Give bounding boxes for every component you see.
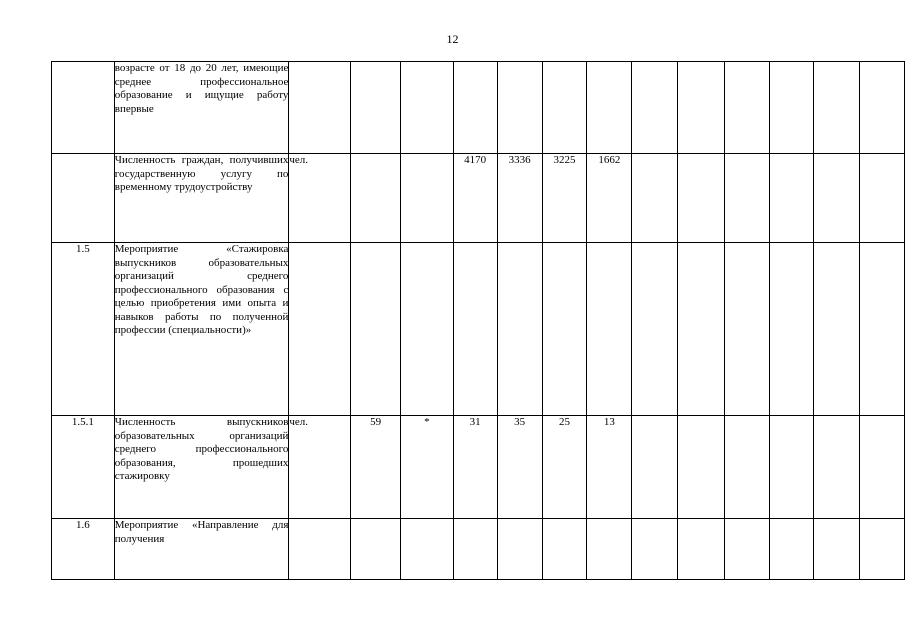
value-cell [814,416,860,519]
value-cell [351,154,401,243]
value-cell [351,62,401,154]
indicator-name-cell [114,416,289,519]
indicator-name-cell [114,243,289,416]
value-cell [497,243,542,416]
table-row [52,62,905,154]
value-cell [678,519,725,580]
value-cell [678,154,725,243]
table-row [52,154,905,243]
value-cell: 31 [453,416,497,519]
value-cell [497,519,542,580]
value-cell: * [400,416,453,519]
value-cell: 3225 [542,154,587,243]
value-cell [400,519,453,580]
row-number-cell [52,154,115,243]
value-cell [724,62,769,154]
value-cell [769,243,814,416]
row-number-cell: 1.5.1 [52,416,115,519]
value-cell [769,519,814,580]
value-cell: 1662 [587,154,632,243]
value-cell [678,243,725,416]
value-cell [400,62,453,154]
value-cell [678,62,725,154]
value-cell: 59 [351,416,401,519]
value-cell [678,416,725,519]
table-row [52,416,905,519]
value-cell: 13 [587,416,632,519]
value-cell: 25 [542,416,587,519]
value-cell: 3336 [497,154,542,243]
value-cell [632,154,678,243]
value-cell [632,519,678,580]
indicator-name-cell [114,154,289,243]
value-cell [724,243,769,416]
value-cell [587,519,632,580]
value-cell [453,519,497,580]
value-cell [814,243,860,416]
value-cell [400,243,453,416]
value-cell [632,243,678,416]
unit-cell: чел. [289,154,351,243]
value-cell [453,243,497,416]
value-cell [400,154,453,243]
row-number-cell [52,62,115,154]
value-cell [724,154,769,243]
unit-cell [289,243,351,416]
value-cell [542,519,587,580]
indicator-name: Мероприятие «Стажировка выпускников образовательных организаций среднего профессионального образования с целью приобретения ими опыта и навыков работы по полученной профессии (специальности)» [114,243,289,336]
value-cell [587,243,632,416]
value-cell: 4170 [453,154,497,243]
value-cell [587,62,632,154]
unit-cell [289,62,351,154]
table-row [52,519,905,580]
indicator-name: Численность граждан, получивших государственную услугу по временному трудоустройству [114,154,289,193]
value-cell [351,519,401,580]
row-number-cell: 1.6 [52,519,115,580]
value-cell [769,416,814,519]
row-number-cell: 1.5 [52,243,115,416]
unit-cell [289,519,351,580]
value-cell [769,154,814,243]
value-cell [724,519,769,580]
unit-cell: чел. [289,416,351,519]
value-cell [769,62,814,154]
value-cell [632,62,678,154]
value-cell [860,62,905,154]
indicator-table [51,61,905,580]
value-cell: 35 [497,416,542,519]
indicator-name: возрасте от 18 до 20 лет, имеющие среднее профессиональное образование и ищущие работу впервые [114,62,289,115]
value-cell [453,62,497,154]
value-cell [542,243,587,416]
table-row [52,243,905,416]
value-cell [497,62,542,154]
value-cell [860,416,905,519]
indicator-name: Мероприятие «Направление для получения [114,519,289,545]
value-cell [860,243,905,416]
indicator-name-cell [114,62,289,154]
value-cell [814,154,860,243]
indicator-name: Численность выпускников образовательных организаций среднего профессионального образования, прошедших стажировку [114,416,289,482]
indicator-name-cell [114,519,289,580]
value-cell [351,243,401,416]
value-cell [814,519,860,580]
value-cell [860,154,905,243]
value-cell [542,62,587,154]
value-cell [860,519,905,580]
value-cell [632,416,678,519]
page-number: 12 [446,32,459,46]
value-cell [724,416,769,519]
value-cell [814,62,860,154]
